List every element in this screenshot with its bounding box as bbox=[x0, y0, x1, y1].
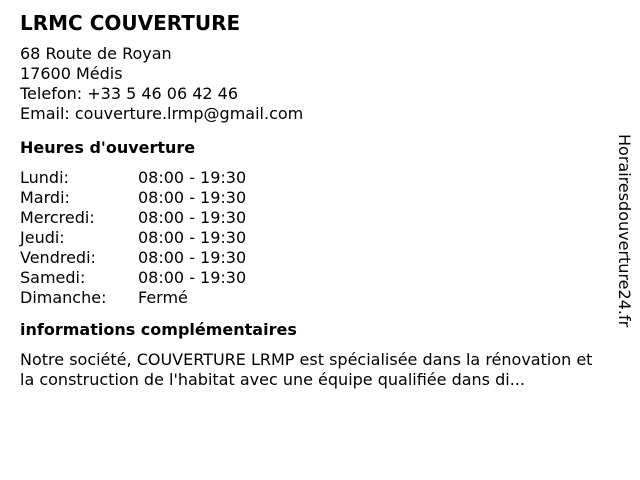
hours-row-wednesday bbox=[20, 208, 610, 228]
address-phone: Telefon: +33 5 46 06 42 46 bbox=[20, 84, 239, 103]
hours-time-value: 08:00 - 19:30 bbox=[138, 208, 247, 227]
hours-row-saturday bbox=[20, 268, 610, 288]
hours-section-title: Heures d'ouverture bbox=[20, 138, 196, 157]
info-section-title: informations complémentaires bbox=[20, 320, 297, 339]
business-info-content bbox=[20, 10, 610, 390]
address-email: Email: couverture.lrmp@gmail.com bbox=[20, 104, 304, 123]
hours-time-value: 08:00 - 19:30 bbox=[138, 228, 247, 247]
hours-day-label: Mercredi: bbox=[20, 208, 95, 227]
hours-time-value: 08:00 - 19:30 bbox=[138, 268, 247, 287]
address-street: 68 Route de Royan bbox=[20, 44, 172, 63]
hours-time-value: 08:00 - 19:30 bbox=[138, 188, 247, 207]
hours-day-label: Jeudi: bbox=[20, 228, 65, 247]
hours-row-tuesday bbox=[20, 188, 610, 208]
hours-row-thursday bbox=[20, 228, 610, 248]
address-block bbox=[20, 44, 610, 124]
hours-time-value: 08:00 - 19:30 bbox=[138, 248, 247, 267]
company-name: LRMC COUVERTURE bbox=[20, 11, 241, 35]
hours-day-label: Mardi: bbox=[20, 188, 70, 207]
hours-day-label: Dimanche: bbox=[20, 288, 107, 307]
hours-day-label: Samedi: bbox=[20, 268, 86, 287]
hours-time-value: Fermé bbox=[138, 288, 188, 307]
site-watermark: Horairesdouverture24.fr bbox=[615, 134, 634, 328]
hours-table bbox=[20, 168, 610, 308]
hours-day-label: Vendredi: bbox=[20, 248, 96, 267]
hours-time-value: 08:00 - 19:30 bbox=[138, 168, 247, 187]
hours-row-sunday bbox=[20, 288, 610, 308]
hours-row-monday bbox=[20, 168, 610, 188]
info-description: Notre société, COUVERTURE LRMP est spécialisée dans la rénovation et la construction de l'habitat avec une équipe qualifiée dans di... bbox=[20, 350, 593, 389]
address-city: 17600 Médis bbox=[20, 64, 123, 83]
hours-row-friday bbox=[20, 248, 610, 268]
hours-day-label: Lundi: bbox=[20, 168, 69, 187]
